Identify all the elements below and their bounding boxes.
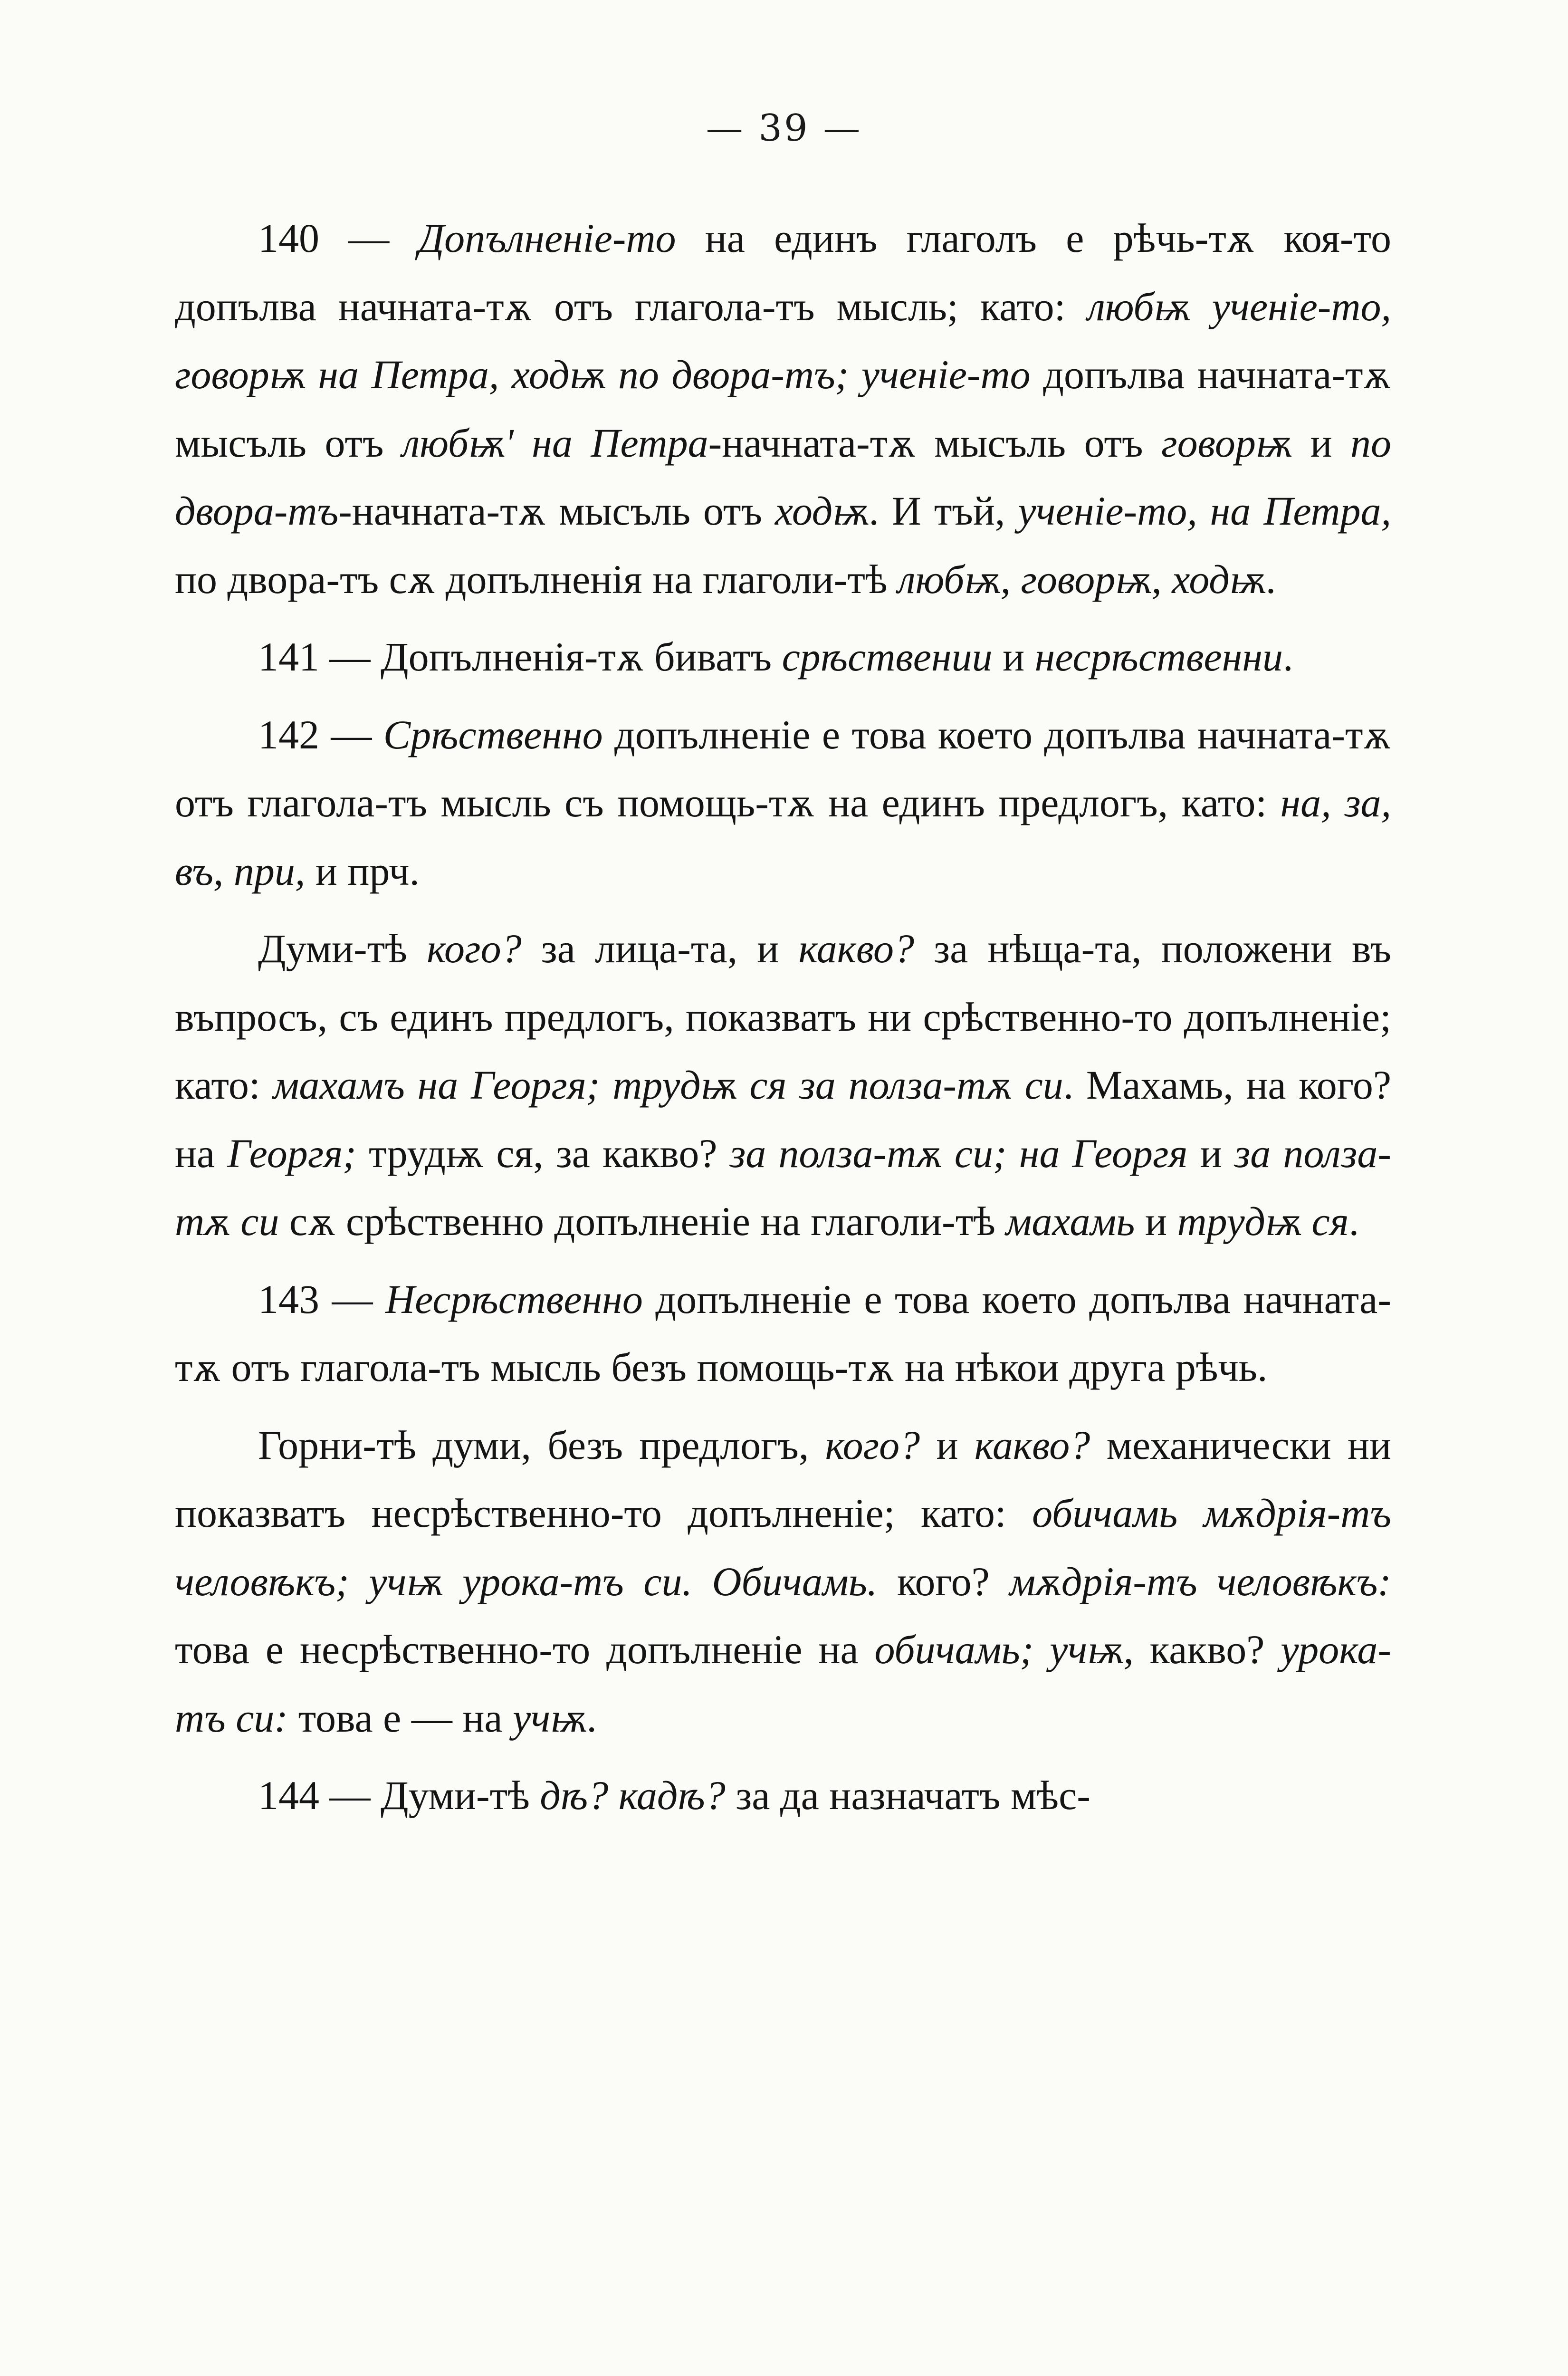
italic-text-run: на, за, въ, при, xyxy=(175,780,1391,894)
body-text xyxy=(175,204,1391,1839)
text-run: Думи-тѣ xyxy=(381,1772,540,1818)
italic-text-run: какво? xyxy=(798,926,915,971)
text-run: Горни-тѣ думи, безъ предлогъ, xyxy=(258,1422,825,1468)
text-run: . xyxy=(586,1695,597,1741)
text-run: 141 — Допълненія-тѫ биватъ xyxy=(258,634,782,680)
italic-text-run: ученіе-то, на Петра, xyxy=(1018,488,1391,534)
italic-text-run: Срѣственно xyxy=(383,711,603,757)
italic-text-run: за полза-тѫ си xyxy=(175,1130,1391,1244)
italic-text-run: Георгя; xyxy=(227,1130,356,1176)
italic-text-run: урока-тъ си: xyxy=(175,1627,1391,1741)
paragraph-144 xyxy=(175,1762,1391,1830)
italic-text-run: любѭ ученіе-то, говорѭ на Петра, ходѭ по двора-тъ; ученіе-то xyxy=(175,283,1391,397)
text-run: и xyxy=(1291,420,1350,466)
italic-text-run: махамъ на Георгя; трудѭ ся за полза-тѫ си xyxy=(273,1062,1063,1108)
text-run: Думи-тѣ xyxy=(258,926,427,971)
text-run: сѫ срѣственно допълненіе на глаголи-тѣ xyxy=(279,1198,1006,1244)
text-run: -начната-тѫ мысъль отъ xyxy=(708,420,1162,466)
text-run: кого? xyxy=(877,1558,1010,1604)
italic-text-run: за полза-тѫ си; на Георгя xyxy=(729,1130,1188,1176)
italic-text-run: махамь xyxy=(1005,1198,1135,1244)
italic-text-run: ходѭ xyxy=(774,488,869,534)
italic-text-run: дѣ? кадѣ? xyxy=(540,1772,726,1818)
text-run: допълва начната-тѫ мысъль отъ xyxy=(175,352,1391,466)
text-run: и xyxy=(920,1422,975,1468)
text-run: . Махамь, на кого? на xyxy=(175,1062,1392,1176)
italic-text-run: какво? xyxy=(974,1422,1090,1468)
text-run: . xyxy=(1283,634,1293,680)
italic-text-run: кого? xyxy=(427,926,522,971)
text-run: какво? xyxy=(1133,1627,1281,1672)
italic-text-run: кого? xyxy=(825,1422,920,1468)
text-run: допълненіе е това което допълва начната-тѫ отъ глагола-тъ мысль безъ помощь-тѫ на нѣкои друга рѣчь. xyxy=(175,1276,1391,1390)
text-run: 142 — xyxy=(258,711,383,757)
italic-text-run: по двора-тъ xyxy=(175,420,1391,534)
italic-text-run: любѭ, говорѭ, ходѭ xyxy=(898,556,1266,602)
page-number: — 39 — xyxy=(706,107,862,150)
text-run: механически ни показватъ несрѣственно-то допълненіе; като: xyxy=(175,1422,1391,1536)
text-run: 143 — xyxy=(258,1276,386,1322)
text-run: и прч. xyxy=(305,848,420,894)
italic-text-run: говорѭ xyxy=(1161,420,1292,466)
text-run: за да назначатъ мѣс- xyxy=(725,1772,1090,1818)
text-run: . xyxy=(1348,1198,1359,1244)
text-run: 144 — xyxy=(258,1772,381,1818)
italic-text-run: обичамь мѫдрія-тъ человѣкъ; учѭ урока-тъ си. Обичамь. xyxy=(175,1490,1392,1604)
paragraph-141 xyxy=(175,623,1391,691)
text-run: . И тъй, xyxy=(869,488,1018,534)
paragraph-143-explanation xyxy=(175,1411,1391,1753)
italic-text-run: срѣствении xyxy=(782,634,993,680)
text-run: за лица-та, и xyxy=(521,926,799,971)
paragraph-142 xyxy=(175,701,1391,906)
paragraph-142-explanation xyxy=(175,915,1391,1256)
italic-text-run: учѭ xyxy=(513,1695,587,1741)
text-run: -начната-тѫ мысъль отъ xyxy=(338,488,775,534)
text-run: на единъ глаголъ е рѣчь-тѫ коя-то допълва начната-тѫ отъ глагола-тъ мысль; като: xyxy=(175,215,1391,329)
text-run: това е — на xyxy=(288,1695,513,1741)
italic-text-run: трудѭ ся xyxy=(1177,1198,1349,1244)
text-run: допълненіе е това което допълва начната-тѫ отъ глагола-тъ мысль съ помощь-тѫ на единъ предлогъ, като: xyxy=(175,711,1391,825)
text-run: за нѣща-та, положени въ въпросъ, съ единъ предлогъ, показватъ ни срѣственно-то допълненіе; като: xyxy=(175,926,1391,1108)
text-run: и xyxy=(992,634,1035,680)
text-run: по двора-тъ сѫ допълненія на глаголи-тѣ xyxy=(175,556,898,602)
italic-text-run: обичамь; учѭ, xyxy=(874,1627,1134,1672)
text-run: . xyxy=(1265,556,1276,602)
paragraph-140 xyxy=(175,204,1391,613)
text-run: и xyxy=(1135,1198,1177,1244)
italic-text-run: Допълненіе-то xyxy=(418,215,676,261)
text-run: 140 — xyxy=(258,215,419,261)
italic-text-run: несрѣственни xyxy=(1034,634,1283,680)
italic-text-run: мѫдрія-тъ человѣкъ: xyxy=(1009,1558,1391,1604)
italic-text-run: любѭ' на Петра xyxy=(402,420,708,466)
text-run: това е несрѣственно-то допълненіе на xyxy=(175,1627,875,1672)
text-run: и xyxy=(1187,1130,1234,1176)
italic-text-run: Несрѣственно xyxy=(385,1276,643,1322)
paragraph-143 xyxy=(175,1265,1391,1402)
text-run: трудѭ ся, за какво? xyxy=(356,1130,730,1176)
